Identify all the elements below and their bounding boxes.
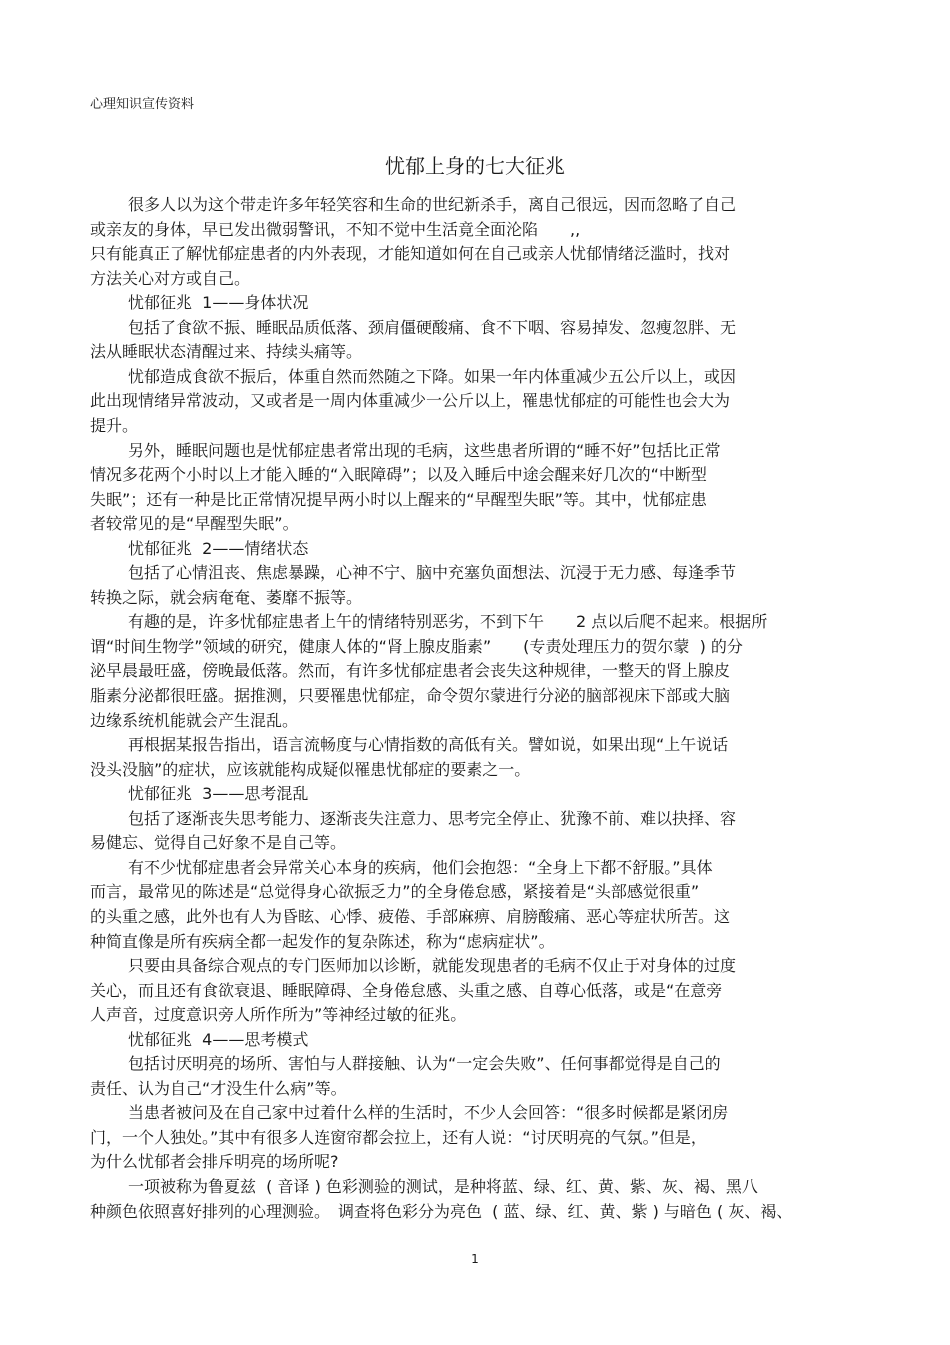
body-line: 者较常见的是“早醒型失眠”。 xyxy=(90,514,299,534)
body-line: 关心，而且还有食欲衰退、睡眠障碍、全身倦怠感、头重之感、自尊心低落，或是“在意旁 xyxy=(90,980,723,1000)
body-line: 的头重之感，此外也有人为昏眩、心悸、疲倦、手部麻痹、肩膀酸痛、恶心等症状所苦。这 xyxy=(90,906,731,926)
body-line: 法从睡眠状态清醒过来、持续头痛等。 xyxy=(90,342,363,362)
body-line: 或亲友的身体，早已发出微弱警讯，不知不觉中生活竟全面沦陷 ,, xyxy=(90,219,581,239)
body-line: 有趣的是，许多忧郁症患者上午的情绪特别恶劣，不到下午 2 点以后爬不起来。根据所 xyxy=(128,612,768,632)
body-line: 忧郁征兆 2——情绪状态 xyxy=(128,538,309,558)
body-line: 易健忘、觉得自己好象不是自己等。 xyxy=(90,833,347,853)
body-line: 很多人以为这个带走许多年轻笑容和生命的世纪新杀手，离自己很远，因而忽略了自己 xyxy=(128,195,737,214)
body-line: 当患者被问及在自己家中过着什么样的生活时，不少人会回答：“很多时候都是紧闭房 xyxy=(128,1103,729,1123)
body-line: 转换之际，就会病奄奄、萎靡不振等。 xyxy=(90,587,363,607)
body-line: 责任、认为自己“才没生什么病”等。 xyxy=(90,1078,347,1098)
body-line: 种颜色依照喜好排列的心理测验。 调查将色彩分为亮色 ( 蓝、绿、红、黄、紫 ) 与暗色 ( 灰、褐、 xyxy=(90,1201,793,1221)
body-line: 包括了逐渐丧失思考能力、逐渐丧失注意力、思考完全停止、犹豫不前、难以抉择、容 xyxy=(128,808,737,828)
body-line: 失眠”；还有一种是比正常情况提早两小时以上醒来的“早醒型失眠”等。其中，忧郁症患 xyxy=(90,489,707,509)
body-line: 而言，最常见的陈述是“总觉得身心欲振乏力”的全身倦怠感，紧接着是“头部感觉很重” xyxy=(90,882,700,902)
body-line: 边缘系统机能就会产生混乱。 xyxy=(90,710,299,730)
body-line: 为什么忧郁者会排斥明亮的场所呢? xyxy=(90,1152,339,1172)
body-line: 此出现情绪异常波动，又或者是一周内体重减少一公斤以上，罹患忧郁症的可能性也会大为 xyxy=(90,391,731,411)
body-line: 提升。 xyxy=(90,415,139,435)
page-number: 1 xyxy=(471,1252,479,1266)
body-line: 只要由具备综合观点的专门医师加以诊断，就能发现患者的毛病不仅止于对身体的过度 xyxy=(128,956,737,976)
body-line: 没头没脑”的症状，应该就能构成疑似罹患忧郁症的要素之一。 xyxy=(90,759,531,779)
body-line: 忧郁造成食欲不振后，体重自然而然随之下降。如果一年内体重减少五公斤以上，或因 xyxy=(128,366,737,386)
body-line: 再根据某报告指出，语言流畅度与心情指数的高低有关。譬如说，如果出现“上午说话 xyxy=(128,735,729,755)
body-line: 种简直像是所有疾病全都一起发作的复杂陈述，称为“虑病症状”。 xyxy=(90,931,555,951)
body-line: 情况多花两个小时以上才能入睡的“入眠障碍”；以及入睡后中途会醒来好几次的“中断型 xyxy=(90,465,707,485)
body-line: 脂素分泌都很旺盛。据推测，只要罹患忧郁症，命令贺尔蒙进行分泌的脑部视床下部或大脑 xyxy=(90,686,731,705)
body-line: 人声音，过度意识旁人所作所为”等神经过敏的征兆。 xyxy=(90,1005,467,1025)
document-title: 忧郁上身的七大征兆 xyxy=(385,154,565,178)
body-line: 包括讨厌明亮的场所、害怕与人群接触、认为“一定会失败”、任何事都觉得是自己的 xyxy=(128,1054,721,1074)
body-line: 方法关心对方或自己。 xyxy=(90,268,251,288)
body-line: 包括了食欲不振、睡眠品质低落、颈肩僵硬酸痛、食不下咽、容易掉发、忽瘦忽胖、无 xyxy=(128,317,737,337)
body-line: 只有能真正了解忧郁症患者的内外表现，才能知道如何在自己或亲人忧郁情绪泛滥时，找对 xyxy=(90,244,731,264)
body-line: 忧郁征兆 4——思考模式 xyxy=(128,1029,309,1049)
body-line: 谓“时间生物学”领域的研究，健康人体的“肾上腺皮脂素” (专责处理压力的贺尔蒙 ) 的分 xyxy=(90,636,743,656)
body-line: 忧郁征兆 1——身体状况 xyxy=(128,293,309,313)
body-line: 另外，睡眠问题也是忧郁症患者常出现的毛病，这些患者所谓的“睡不好”包括比正常 xyxy=(128,440,721,460)
page-header: 心理知识宣传资料 xyxy=(90,97,195,112)
body-line: 一项被称为鲁夏兹 ( 音译 ) 色彩测验的测试，是种将蓝、绿、红、黄、紫、灰、褐、黑八 xyxy=(128,1177,758,1196)
body-line: 包括了心情沮丧、焦虑暴躁，心神不宁、脑中充塞负面想法、沉浸于无力感、每逢季节 xyxy=(128,563,737,583)
body-line: 门，一个人独处。”其中有很多人连窗帘都会拉上，还有人说：“讨厌明亮的气氛。”但是， xyxy=(90,1127,707,1147)
body-line: 忧郁征兆 3——思考混乱 xyxy=(128,784,309,804)
body-line: 有不少忧郁症患者会异常关心本身的疾病，他们会抱怨：“全身上下都不舒服。”具体 xyxy=(128,857,713,877)
body-line: 泌早晨最旺盛，傍晚最低落。然而，有许多忧郁症患者会丧失这种规律，一整天的肾上腺皮 xyxy=(90,661,731,681)
